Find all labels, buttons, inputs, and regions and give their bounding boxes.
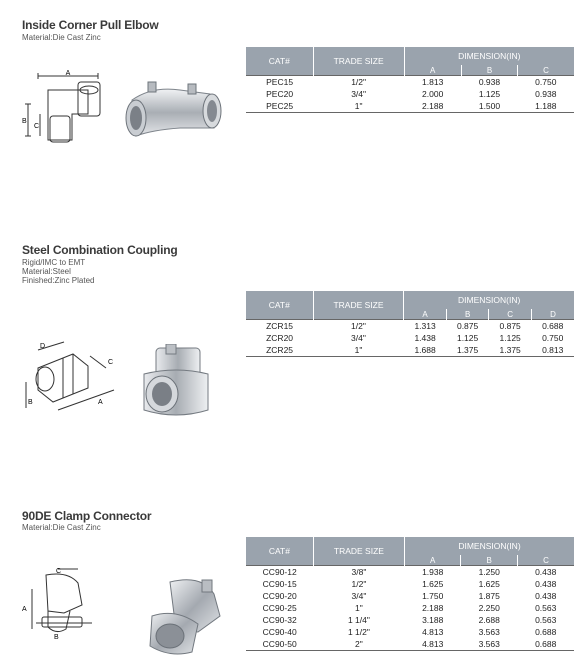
col-header-b: B: [461, 555, 517, 565]
cell-trade-size: 1/2": [313, 76, 404, 89]
elbow-dimension-sketch: [18, 70, 118, 150]
table-row: [246, 344, 574, 357]
table-row: [246, 638, 574, 651]
diagram-label-c: C: [108, 359, 114, 366]
col-header-c: C: [518, 65, 574, 75]
col-header-trade-size: TRADE SIZE: [313, 291, 404, 320]
cell-trade-size: 1 1/4": [347, 615, 370, 625]
table-row: [246, 332, 574, 344]
cell-c: 0.438: [535, 591, 557, 601]
cell-trade-size: 1 1/2": [347, 627, 370, 637]
cell-a: 1.813: [404, 76, 461, 89]
cell-b: 1.875: [478, 591, 500, 601]
table-row: [246, 76, 574, 89]
cell-c: 0.688: [535, 627, 557, 637]
col-header-a: A: [404, 309, 447, 319]
cell-b: 1.625: [478, 579, 500, 589]
cell-d: 0.750: [542, 333, 564, 343]
cell-cat: ZCR15: [246, 320, 313, 333]
clamp-connector-dimension-sketch: [18, 565, 108, 645]
cell-trade-size: 1": [355, 603, 363, 613]
table-row: [246, 88, 574, 100]
table-row: [246, 614, 574, 626]
col-header-a: A: [404, 555, 460, 565]
cell-cat: CC90-50: [246, 638, 313, 651]
cell-trade-size: 3/4": [351, 333, 366, 343]
diagram-label-a: A: [65, 70, 71, 77]
col-header-cat: CAT#: [246, 291, 313, 320]
col-header-c: C: [489, 309, 532, 319]
cell-c: 0.438: [535, 579, 557, 589]
cell-cat: CC90-40: [262, 627, 297, 637]
col-header-dimension: DIMENSION(IN): [404, 291, 574, 309]
product-subtitle-line: Material:Die Cast Zinc: [22, 33, 101, 42]
table-row: [246, 602, 574, 614]
table-row: [246, 590, 574, 602]
cell-a: 3.188: [422, 615, 444, 625]
spec-table: [246, 291, 574, 357]
cell-a: 2.000: [422, 89, 444, 99]
col-header-cat: CAT#: [246, 47, 313, 76]
spec-table: [246, 537, 574, 651]
cell-b: 0.875: [446, 320, 489, 333]
cell-a: 4.813: [422, 627, 444, 637]
cell-cat: ZCR25: [246, 344, 313, 357]
cell-c: 1.188: [518, 100, 574, 113]
cell-b: 2.250: [478, 603, 500, 613]
cell-b: 3.563: [478, 627, 500, 637]
cell-a: 1.438: [414, 333, 436, 343]
cell-cat: CC90-15: [262, 579, 297, 589]
cell-cat: CC90-20: [262, 591, 297, 601]
product-title: 90DE Clamp Connector: [22, 509, 152, 523]
cell-a: 2.188: [404, 100, 461, 113]
table-row: [246, 626, 574, 638]
spec-table: [246, 47, 574, 113]
col-header-trade-size: TRADE SIZE: [313, 537, 404, 566]
cell-d: 0.813: [531, 344, 574, 357]
cell-c: 0.750: [518, 76, 574, 89]
cell-trade-size: 3/4": [351, 591, 367, 601]
cell-a: 1.313: [404, 320, 447, 333]
coupling-product-photo: [136, 344, 216, 420]
cell-cat: ZCR20: [266, 333, 294, 343]
cell-trade-size: 3/4": [351, 89, 367, 99]
coupling-dimension-sketch: [18, 338, 128, 418]
cell-a: 2.188: [422, 603, 444, 613]
cell-cat: CC90-12: [246, 566, 313, 579]
cell-trade-size: 3/8": [313, 566, 404, 579]
cell-c: 1.375: [489, 344, 532, 357]
product-subtitle-line: Material:Steel: [22, 267, 71, 276]
section-inside-corner-pull-elbow: [0, 0, 574, 200]
cell-b: 1.125: [456, 333, 479, 343]
cell-c: 0.563: [535, 615, 557, 625]
cell-a: 1.625: [422, 579, 444, 589]
table-row: [246, 578, 574, 590]
cell-trade-size: 2": [313, 638, 404, 651]
cell-b: 1.250: [461, 566, 517, 579]
diagram-label-b: B: [28, 399, 33, 406]
cell-trade-size: 1": [313, 344, 404, 357]
cell-trade-size: 1/2": [351, 579, 367, 589]
elbow-product-photo: [122, 78, 232, 146]
cell-b: 1.500: [461, 100, 517, 113]
cell-c: 0.688: [517, 638, 574, 651]
product-title: Steel Combination Coupling: [22, 243, 178, 257]
cell-b: 0.938: [461, 76, 517, 89]
cell-c: 1.125: [499, 333, 521, 343]
cell-b: 2.688: [478, 615, 500, 625]
cell-b: 1.375: [446, 344, 489, 357]
col-header-b: B: [461, 65, 517, 75]
cell-cat: PEC25: [246, 100, 313, 113]
cell-b: 1.125: [478, 89, 501, 99]
cell-a: 1.938: [404, 566, 460, 579]
product-subtitle-line: Material:Die Cast Zinc: [22, 523, 101, 532]
cell-a: 1.750: [422, 591, 444, 601]
cell-c: 0.938: [535, 89, 557, 99]
col-header-dimension: DIMENSION(IN): [404, 47, 574, 65]
table-row: [246, 320, 574, 333]
col-header-trade-size: TRADE SIZE: [313, 47, 404, 76]
diagram-label-a: A: [98, 399, 103, 406]
product-title: Inside Corner Pull Elbow: [22, 18, 159, 32]
clamp-connector-product-photo: [140, 572, 230, 658]
cell-cat: CC90-32: [262, 615, 297, 625]
cell-b: 3.563: [461, 638, 517, 651]
cell-trade-size: 1": [313, 100, 404, 113]
diagram-label-c: C: [56, 568, 62, 575]
cell-a: 1.688: [404, 344, 447, 357]
cell-d: 0.688: [531, 320, 574, 333]
col-header-a: A: [404, 65, 461, 75]
cell-cat: PEC15: [246, 76, 313, 89]
cell-c: 0.438: [517, 566, 574, 579]
col-header-d: D: [531, 309, 574, 319]
cell-trade-size: 1/2": [313, 320, 404, 333]
col-header-dimension: DIMENSION(IN): [404, 537, 574, 555]
col-header-b: B: [446, 309, 489, 319]
diagram-label-b: B: [22, 118, 27, 125]
cell-a: 4.813: [404, 638, 460, 651]
product-subtitle-line: Finished:Zinc Plated: [22, 276, 95, 285]
table-row: [246, 566, 574, 579]
cell-cat: PEC20: [266, 89, 294, 99]
table-row: [246, 100, 574, 113]
diagram-label-d: D: [40, 343, 46, 350]
cell-c: 0.563: [535, 603, 557, 613]
diagram-label-b: B: [54, 634, 59, 641]
cell-c: 0.875: [489, 320, 532, 333]
col-header-c: C: [517, 555, 574, 565]
product-subtitle-line: Rigid/IMC to EMT: [22, 258, 86, 267]
diagram-label-a: A: [22, 606, 27, 613]
diagram-label-c: C: [34, 123, 40, 130]
cell-cat: CC90-25: [262, 603, 297, 613]
col-header-cat: CAT#: [246, 537, 313, 566]
